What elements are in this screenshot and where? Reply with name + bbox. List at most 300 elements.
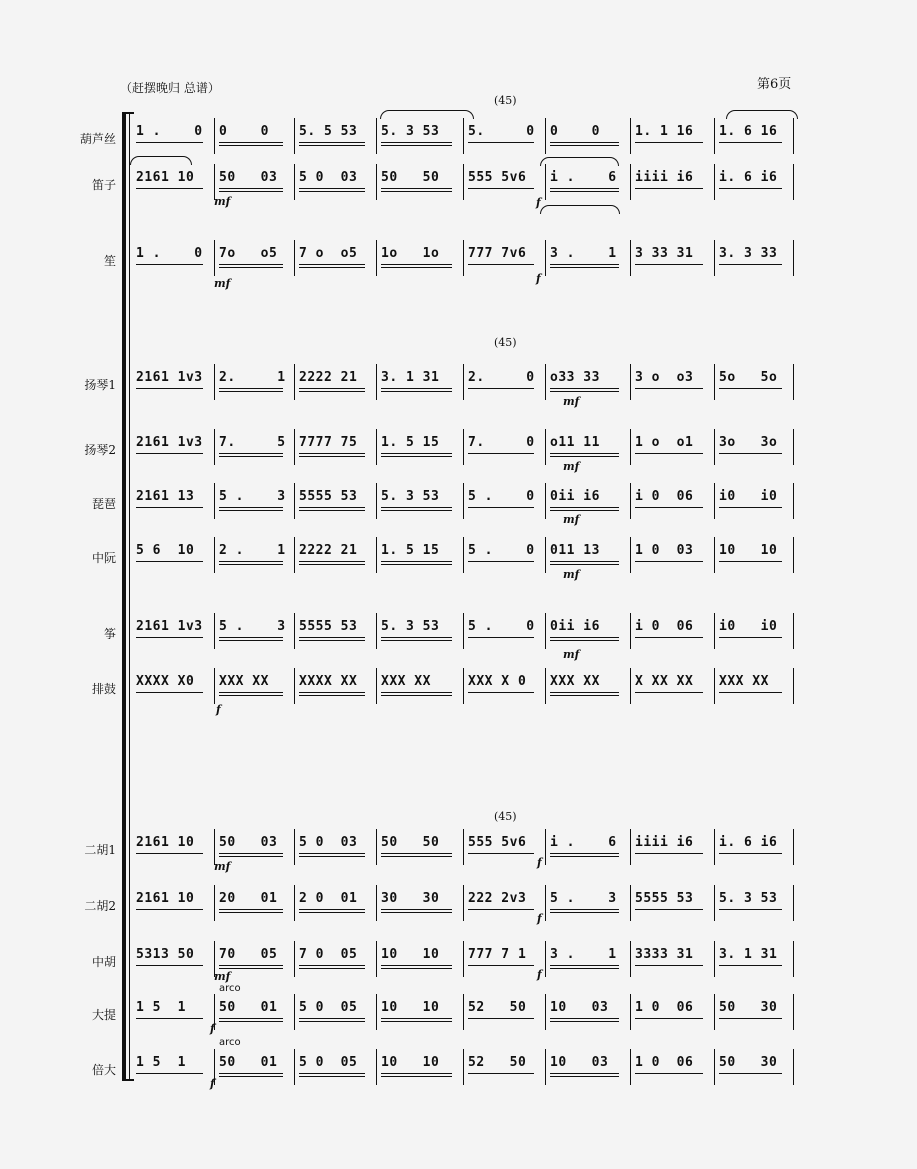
measure: [136, 118, 209, 154]
measure: [468, 537, 540, 573]
underline-beam: [219, 267, 283, 268]
measure-notes: 5 0 05: [299, 1000, 358, 1015]
underline-beam: [381, 564, 452, 565]
underline-beam: [381, 142, 452, 143]
measure-notes: 5. 3 53: [381, 619, 440, 634]
underline-beam: [381, 1076, 452, 1077]
barline: [630, 364, 631, 400]
measure: [381, 364, 458, 400]
underline-beam: [468, 1073, 534, 1074]
measure-notes: 3. 3 33: [719, 246, 778, 261]
measure: [468, 885, 540, 921]
underline-beam: [468, 692, 534, 693]
underline-beam: [550, 456, 619, 457]
underline-beam: [136, 965, 203, 966]
measure: [719, 1049, 788, 1085]
measure: [635, 364, 709, 400]
underline-beam: [219, 853, 283, 854]
measure-notes: 2. 0: [468, 370, 535, 385]
system-bracket: [122, 112, 126, 1081]
underline-beam: [550, 968, 619, 969]
underline-beam: [299, 453, 365, 454]
measure: [635, 429, 709, 465]
underline-beam: [719, 453, 782, 454]
dynamic-mf: mf: [214, 860, 231, 873]
underline-beam: [381, 453, 452, 454]
measure-notes: 70 05: [219, 947, 278, 962]
measure: [136, 1049, 209, 1085]
dynamic-f: f: [537, 856, 542, 869]
barline: [714, 668, 715, 704]
measure-notes: 7777 75: [299, 435, 358, 450]
instrument-label: 中阮: [91, 551, 116, 565]
barline: [545, 941, 546, 977]
measure-notes: 5o 5o: [719, 370, 778, 385]
underline-beam: [299, 968, 365, 969]
underline-beam: [550, 191, 619, 192]
barline: [376, 668, 377, 704]
underline-beam: [719, 388, 782, 389]
measure-notes: 7o o5: [219, 246, 278, 261]
measure-notes: XXXX XX: [299, 674, 358, 689]
measure: [468, 941, 540, 977]
underline-beam: [219, 145, 283, 146]
measure-notes: 1. 6 16: [719, 124, 778, 139]
underline-beam: [381, 1021, 452, 1022]
dynamic-mf: mf: [563, 513, 580, 526]
barline: [463, 118, 464, 154]
staff-line: [131, 164, 806, 200]
measure: [719, 668, 788, 704]
barline: [376, 240, 377, 276]
measure: [381, 941, 458, 977]
underline-beam: [219, 388, 283, 389]
underline-beam: [299, 388, 365, 389]
underline-beam: [468, 561, 534, 562]
underline-beam: [468, 965, 534, 966]
measure-notes: 2222 21: [299, 543, 358, 558]
underline-beam: [719, 188, 782, 189]
barline: [294, 668, 295, 704]
measure-notes: 7 0 05: [299, 947, 358, 962]
underline-beam: [136, 561, 203, 562]
measure: [299, 829, 371, 865]
barline: [545, 240, 546, 276]
measure-notes: o33 33: [550, 370, 600, 385]
underline-beam: [381, 264, 452, 265]
barline: [214, 537, 215, 573]
underline-beam: [550, 510, 619, 511]
measure-notes: i 0 06: [635, 489, 694, 504]
measure-notes: 5. 5 53: [299, 124, 358, 139]
slur: [540, 205, 620, 214]
barline: [294, 941, 295, 977]
underline-beam: [381, 145, 452, 146]
barline: [793, 164, 794, 200]
measure: [136, 885, 209, 921]
underline-beam: [136, 1018, 203, 1019]
barline: [463, 164, 464, 200]
measure: [381, 668, 458, 704]
score-title: （赶摆晚归 总谱）: [120, 81, 220, 95]
underline-beam: [219, 453, 283, 454]
underline-beam: [635, 188, 703, 189]
underline-beam: [299, 1018, 365, 1019]
measure: [635, 994, 709, 1030]
underline-beam: [381, 388, 452, 389]
barline: [630, 118, 631, 154]
measure: [468, 164, 540, 200]
barline: [793, 668, 794, 704]
barline: [376, 364, 377, 400]
barline: [214, 613, 215, 649]
measure-notes: 2161 1v3: [136, 435, 203, 450]
underline-beam: [550, 1018, 619, 1019]
barline: [376, 613, 377, 649]
dynamic-f: f: [210, 1077, 215, 1090]
barline: [630, 829, 631, 865]
measure-notes: XXX XX: [550, 674, 600, 689]
measure: [299, 885, 371, 921]
staff-line: [131, 118, 806, 154]
underline-beam: [635, 142, 703, 143]
barline: [463, 668, 464, 704]
measure-notes: 5 0 03: [299, 835, 358, 850]
measure: [381, 164, 458, 200]
underline-beam: [550, 909, 619, 910]
measure: [219, 994, 289, 1030]
measure: [719, 829, 788, 865]
measure: [299, 364, 371, 400]
measure-notes: 7 o o5: [299, 246, 358, 261]
measure: [219, 364, 289, 400]
underline-beam: [219, 142, 283, 143]
measure-notes: XXXX X0: [136, 674, 195, 689]
barline: [463, 1049, 464, 1085]
measure-notes: 50 03: [219, 170, 278, 185]
measure-notes: i 0 06: [635, 619, 694, 634]
underline-beam: [550, 188, 619, 189]
measure-notes: 50 30: [719, 1055, 778, 1070]
underline-beam: [550, 853, 619, 854]
barline: [376, 829, 377, 865]
measure: [381, 118, 458, 154]
barline: [294, 613, 295, 649]
underline-beam: [550, 692, 619, 693]
barline: [376, 429, 377, 465]
barline: [214, 429, 215, 465]
barline: [793, 1049, 794, 1085]
underline-beam: [219, 912, 283, 913]
underline-beam: [381, 1018, 452, 1019]
measure-notes: 1 0 03: [635, 543, 694, 558]
underline-beam: [550, 264, 619, 265]
underline-beam: [381, 853, 452, 854]
measure: [719, 240, 788, 276]
measure-notes: 3. 1 31: [719, 947, 778, 962]
measure-notes: 1o 1o: [381, 246, 440, 261]
measure-notes: 2161 10: [136, 891, 195, 906]
dynamic-f: f: [216, 703, 221, 716]
measure: [468, 240, 540, 276]
underline-beam: [219, 391, 283, 392]
measure: [219, 429, 289, 465]
barline: [793, 885, 794, 921]
measure-notes: 7. 5: [219, 435, 286, 450]
measure: [468, 483, 540, 519]
instrument-label: 倍大: [91, 1063, 116, 1077]
barline: [545, 118, 546, 154]
measure-notes: 10 03: [550, 1055, 609, 1070]
measure: [550, 829, 625, 865]
measure: [219, 240, 289, 276]
underline-beam: [381, 856, 452, 857]
barline: [376, 118, 377, 154]
underline-beam: [381, 968, 452, 969]
staff-line: [131, 994, 806, 1030]
barline: [630, 941, 631, 977]
underline-beam: [299, 1076, 365, 1077]
barline: [214, 668, 215, 704]
measure: [381, 429, 458, 465]
measure-notes: 5 6 10: [136, 543, 195, 558]
measure: [550, 1049, 625, 1085]
measure: [136, 537, 209, 573]
measure-notes: 1 0 06: [635, 1055, 694, 1070]
page-number: 第6页: [757, 77, 792, 92]
measure: [635, 885, 709, 921]
underline-beam: [468, 909, 534, 910]
measure-notes: 555 5v6: [468, 835, 527, 850]
barline: [463, 483, 464, 519]
measure: [468, 668, 540, 704]
underline-beam: [635, 692, 703, 693]
barline: [630, 885, 631, 921]
barline: [545, 668, 546, 704]
measure: [635, 1049, 709, 1085]
measure-notes: 0ii i6: [550, 619, 600, 634]
underline-beam: [635, 637, 703, 638]
instrument-label: 琵琶: [91, 497, 116, 511]
instrument-label: 中胡: [91, 955, 116, 969]
underline-beam: [299, 856, 365, 857]
measure: [719, 537, 788, 573]
measure: [635, 829, 709, 865]
measure: [468, 364, 540, 400]
barline: [294, 483, 295, 519]
underline-beam: [468, 142, 534, 143]
barline: [545, 364, 546, 400]
measure: [219, 537, 289, 573]
barline: [793, 537, 794, 573]
underline-beam: [719, 1073, 782, 1074]
measure: [719, 994, 788, 1030]
underline-beam: [719, 561, 782, 562]
instrument-label: 排鼓: [91, 682, 116, 696]
underline-beam: [550, 564, 619, 565]
measure: [299, 240, 371, 276]
measure: [550, 483, 625, 519]
measure-notes: 2161 10: [136, 170, 195, 185]
barline: [463, 429, 464, 465]
measure-notes: 222 2v3: [468, 891, 527, 906]
underline-beam: [550, 637, 619, 638]
barline: [714, 1049, 715, 1085]
barline: [214, 118, 215, 154]
dynamic-f: f: [537, 968, 542, 981]
underline-beam: [635, 264, 703, 265]
measure-notes: 1. 5 15: [381, 435, 440, 450]
measure-notes: 777 7v6: [468, 246, 527, 261]
barline: [463, 994, 464, 1030]
measure: [635, 240, 709, 276]
staff-line: [131, 941, 806, 977]
underline-beam: [219, 856, 283, 857]
underline-beam: [219, 188, 283, 189]
measure-notes: 1. 1 16: [635, 124, 694, 139]
underline-beam: [550, 856, 619, 857]
barline: [545, 429, 546, 465]
barline: [376, 164, 377, 200]
measure: [136, 429, 209, 465]
measure-notes: 50 30: [719, 1000, 778, 1015]
barline: [793, 240, 794, 276]
barline: [463, 829, 464, 865]
measure: [719, 885, 788, 921]
barline: [630, 537, 631, 573]
measure-notes: 10 10: [381, 1000, 440, 1015]
measure: [550, 118, 625, 154]
underline-beam: [219, 456, 283, 457]
barline: [376, 483, 377, 519]
measure-notes: 7. 0: [468, 435, 535, 450]
underline-beam: [381, 1073, 452, 1074]
underline-beam: [136, 142, 203, 143]
underline-beam: [299, 145, 365, 146]
underline-beam: [635, 507, 703, 508]
rehearsal-mark-45: (45): [494, 336, 517, 349]
measure-notes: 50 50: [381, 835, 440, 850]
measure-notes: 10 03: [550, 1000, 609, 1015]
underline-beam: [468, 264, 534, 265]
measure: [136, 668, 209, 704]
underline-beam: [468, 1018, 534, 1019]
staff-line: [131, 483, 806, 519]
measure: [550, 164, 625, 200]
measure: [381, 483, 458, 519]
underline-beam: [550, 965, 619, 966]
barline: [793, 483, 794, 519]
measure-notes: 5 . 0: [468, 489, 535, 504]
barline: [630, 240, 631, 276]
barline: [294, 364, 295, 400]
barline: [714, 829, 715, 865]
underline-beam: [219, 637, 283, 638]
staff-line: [131, 613, 806, 649]
measure-notes: 20 01: [219, 891, 278, 906]
measure-notes: 3. 1 31: [381, 370, 440, 385]
dynamic-mf: mf: [563, 460, 580, 473]
measure-notes: 2161 13: [136, 489, 195, 504]
measure: [468, 429, 540, 465]
measure: [136, 829, 209, 865]
dynamic-mf: mf: [563, 568, 580, 581]
underline-beam: [299, 640, 365, 641]
measure: [719, 941, 788, 977]
underline-beam: [635, 1018, 703, 1019]
measure: [468, 994, 540, 1030]
barline: [294, 537, 295, 573]
barline: [714, 118, 715, 154]
measure-notes: 5 . 0: [468, 543, 535, 558]
measure: [550, 240, 625, 276]
barline: [793, 613, 794, 649]
measure: [219, 483, 289, 519]
measure: [136, 994, 209, 1030]
underline-beam: [136, 853, 203, 854]
underline-beam: [468, 453, 534, 454]
barline: [376, 885, 377, 921]
measure-notes: 5 . 0: [468, 619, 535, 634]
staff-line: [131, 1049, 806, 1085]
underline-beam: [299, 637, 365, 638]
measure: [550, 537, 625, 573]
measure-notes: i. 6 i6: [719, 835, 778, 850]
arco-marking: arco: [219, 1037, 241, 1048]
barline: [376, 994, 377, 1030]
rehearsal-mark-45: (45): [494, 810, 517, 823]
barline: [630, 429, 631, 465]
measure-notes: 3 o o3: [635, 370, 694, 385]
underline-beam: [219, 507, 283, 508]
barline: [630, 668, 631, 704]
barline: [714, 483, 715, 519]
underline-beam: [136, 264, 203, 265]
underline-beam: [550, 1076, 619, 1077]
measure-notes: XXX XX: [719, 674, 769, 689]
dynamic-f: f: [537, 912, 542, 925]
measure-notes: XXX X 0: [468, 674, 527, 689]
underline-beam: [299, 1021, 365, 1022]
underline-beam: [381, 637, 452, 638]
underline-beam: [635, 453, 703, 454]
underline-beam: [219, 692, 283, 693]
measure-notes: 2161 1v3: [136, 619, 203, 634]
barline: [714, 537, 715, 573]
barline: [630, 164, 631, 200]
underline-beam: [381, 191, 452, 192]
instrument-label: 葫芦丝: [79, 132, 116, 146]
underline-beam: [550, 388, 619, 389]
barline: [294, 994, 295, 1030]
barline: [376, 537, 377, 573]
measure-notes: 3 33 31: [635, 246, 694, 261]
measure-notes: i . 6: [550, 835, 617, 850]
underline-beam: [299, 142, 365, 143]
underline-beam: [719, 909, 782, 910]
measure: [219, 885, 289, 921]
measure: [550, 994, 625, 1030]
barline: [545, 483, 546, 519]
barline: [714, 164, 715, 200]
measure-notes: 50 01: [219, 1055, 278, 1070]
staff-line: [131, 537, 806, 573]
underline-beam: [381, 391, 452, 392]
underline-beam: [136, 453, 203, 454]
underline-beam: [381, 965, 452, 966]
barline: [463, 613, 464, 649]
measure: [719, 364, 788, 400]
